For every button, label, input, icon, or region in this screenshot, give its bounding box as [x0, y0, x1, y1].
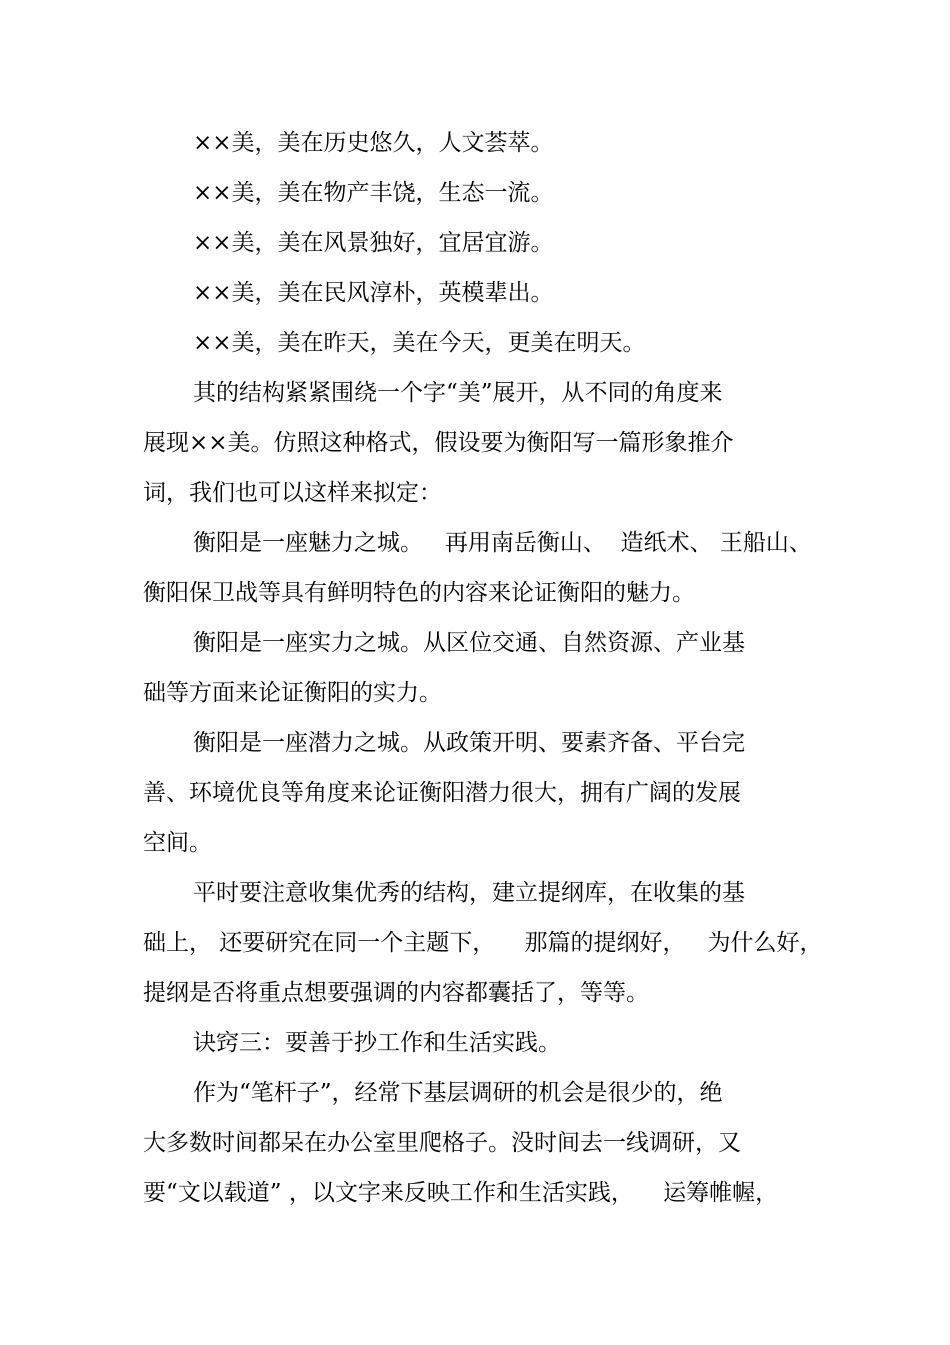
text-line: 空间。 — [143, 830, 212, 856]
text-line: 词，我们也可以这样来拟定： — [143, 480, 442, 506]
paragraph-start-line: 作为“笔杆子”，经常下基层调研的机会是很少的，绝 — [193, 1080, 723, 1106]
text-line: ××美，美在民风淳朴，英模辈出。 — [193, 280, 554, 306]
text-line: 大多数时间都呆在办公室里爬格子。没时间去一线调研，又 — [143, 1130, 741, 1156]
paragraph-start-line: 衡阳是一座实力之城。从区位交通、自然资源、产业基 — [193, 630, 745, 656]
text-line: 展现××美。仿照这种格式，假设要为衡阳写一篇形象推介 — [143, 430, 734, 456]
paragraph-start-line: 衡阳是一座魅力之城。 再用南岳衡山、 造纸术、 王船山、 — [193, 530, 812, 556]
text-line: 善、环境优良等角度来论证衡阳潜力很大，拥有广阔的发展 — [143, 780, 741, 806]
paragraph-start-line: 衡阳是一座潜力之城。从政策开明、要素齐备、平台完 — [193, 730, 745, 756]
text-line: ××美，美在风景独好，宜居宜游。 — [193, 230, 554, 256]
paragraph-start-line: 其的结构紧紧围绕一个字“美”展开，从不同的角度来 — [193, 380, 723, 406]
text-line: 础上， 还要研究在同一个主题下， 那篇的提纲好， 为什么好， — [143, 930, 823, 956]
paragraph-start-line: 平时要注意收集优秀的结构，建立提纲库，在收集的基 — [193, 880, 745, 906]
section-heading-line: 诀窍三：要善于抄工作和生活实践。 — [193, 1030, 561, 1056]
text-line: ××美，美在物产丰饶，生态一流。 — [193, 180, 554, 206]
text-line: 要“文以载道” ，以文字来反映工作和生活实践， 运筹帷幄， — [143, 1180, 779, 1206]
text-line: 衡阳保卫战等具有鲜明特色的内容来论证衡阳的魅力。 — [143, 580, 695, 606]
text-line: ××美，美在昨天，美在今天，更美在明天。 — [193, 330, 646, 356]
text-line: ××美，美在历史悠久，人文荟萃。 — [193, 130, 554, 156]
text-line: 提纲是否将重点想要强调的内容都囊括了，等等。 — [143, 980, 649, 1006]
text-line: 础等方面来论证衡阳的实力。 — [143, 680, 442, 706]
